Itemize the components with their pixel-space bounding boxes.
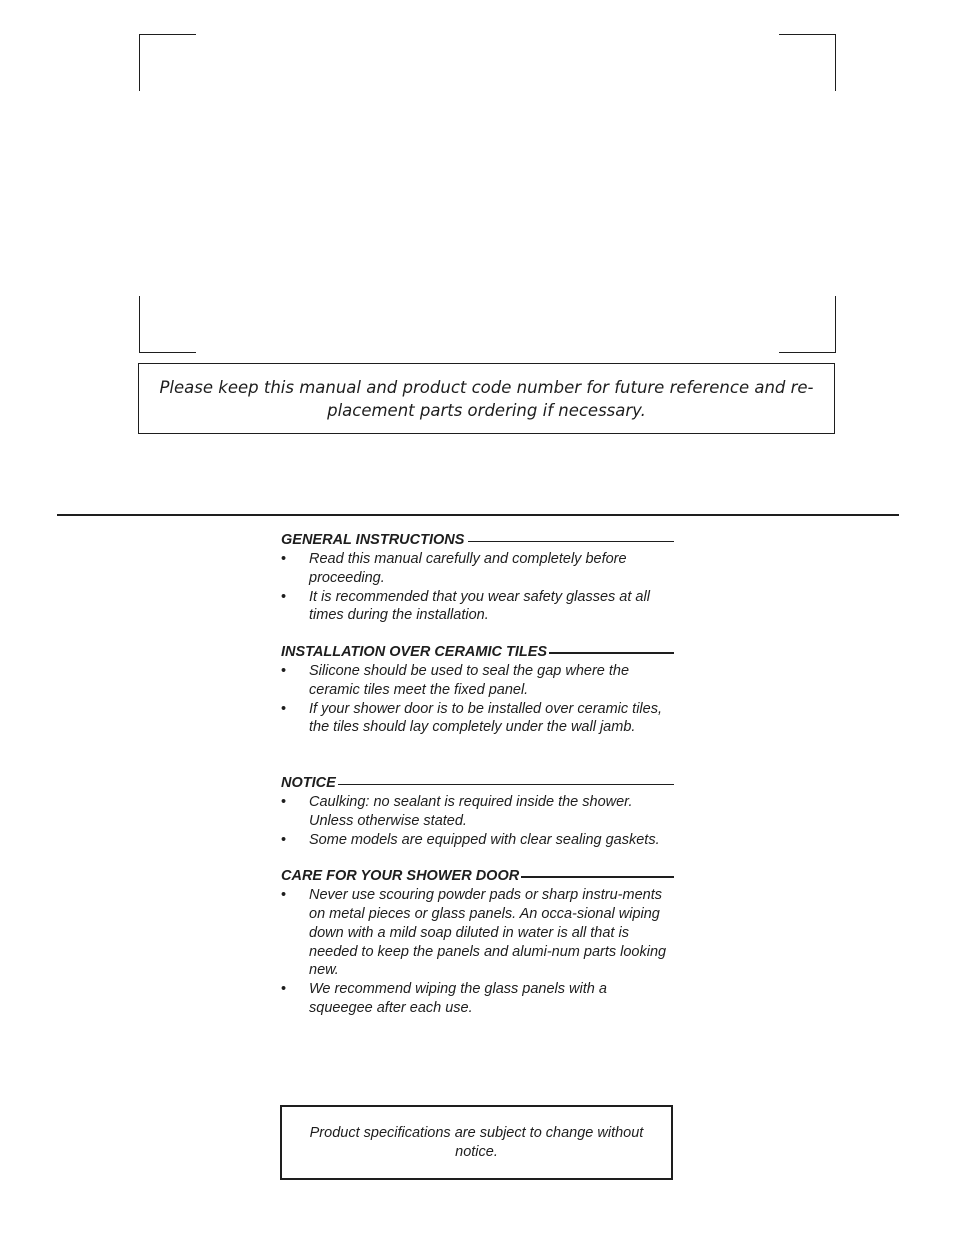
- list-item: • If your shower door is to be installed over ceramic tiles, the tiles should lay completely under the wall jamb.: [281, 700, 674, 738]
- manual-reference-notice: [138, 363, 835, 434]
- section-notice: [281, 774, 674, 849]
- heading-rule: [468, 541, 674, 542]
- section-title: CARE FOR YOUR SHOWER DOOR: [281, 868, 520, 885]
- section-divider: [57, 514, 899, 516]
- section-heading: [281, 867, 674, 886]
- list-item: • Silicone should be used to seal the gap where the ceramic tiles meet the fixed panel.: [281, 662, 674, 700]
- heading-rule: [549, 652, 674, 654]
- list-item: • Some models are equipped with clear sealing gaskets.: [281, 831, 674, 850]
- section-title: NOTICE: [281, 775, 336, 791]
- section-title: GENERAL INSTRUCTIONS: [281, 532, 465, 548]
- list-item: • It is recommended that you wear safety glasses at all times during the installation.: [281, 588, 674, 626]
- list-item: • We recommend wiping the glass panels with a squeegee after each use.: [281, 980, 674, 1018]
- bullet-list: [281, 550, 674, 625]
- crop-mark-bottom-left: [139, 296, 196, 353]
- section-heading: [281, 774, 674, 793]
- bullet-list: [281, 886, 674, 1017]
- heading-rule: [521, 876, 674, 878]
- section-care-for-shower-door: [281, 867, 674, 1017]
- manual-reference-text: Please keep this manual and product code number for future reference and re-placement parts ordering if necessary.: [159, 377, 814, 420]
- crop-mark-bottom-right: [779, 296, 836, 353]
- section-title: INSTALLATION OVER CERAMIC TILES: [281, 644, 548, 660]
- section-installation-over-ceramic-tiles: [281, 643, 674, 737]
- crop-mark-top-left: [139, 34, 196, 91]
- heading-rule: [338, 784, 674, 785]
- specifications-disclaimer-text: Product specifications are subject to change without notice.: [309, 1124, 644, 1160]
- section-heading: [281, 531, 674, 550]
- list-item: • Never use scouring powder pads or sharp instru-ments on metal pieces or glass panels. An occa-sional wiping down with a mild soap diluted in water is all that is needed to keep the panels and alumi-num parts looking new.: [281, 886, 674, 980]
- bullet-list: [281, 793, 674, 849]
- section-general-instructions: [281, 531, 674, 625]
- list-item: • Read this manual carefully and completely before proceeding.: [281, 550, 674, 588]
- specifications-disclaimer: [280, 1105, 673, 1180]
- instructions-column: [281, 531, 674, 1018]
- section-heading: [281, 643, 674, 662]
- bullet-list: [281, 662, 674, 737]
- list-item: • Caulking: no sealant is required inside the shower. Unless otherwise stated.: [281, 793, 674, 831]
- crop-mark-top-right: [779, 34, 836, 91]
